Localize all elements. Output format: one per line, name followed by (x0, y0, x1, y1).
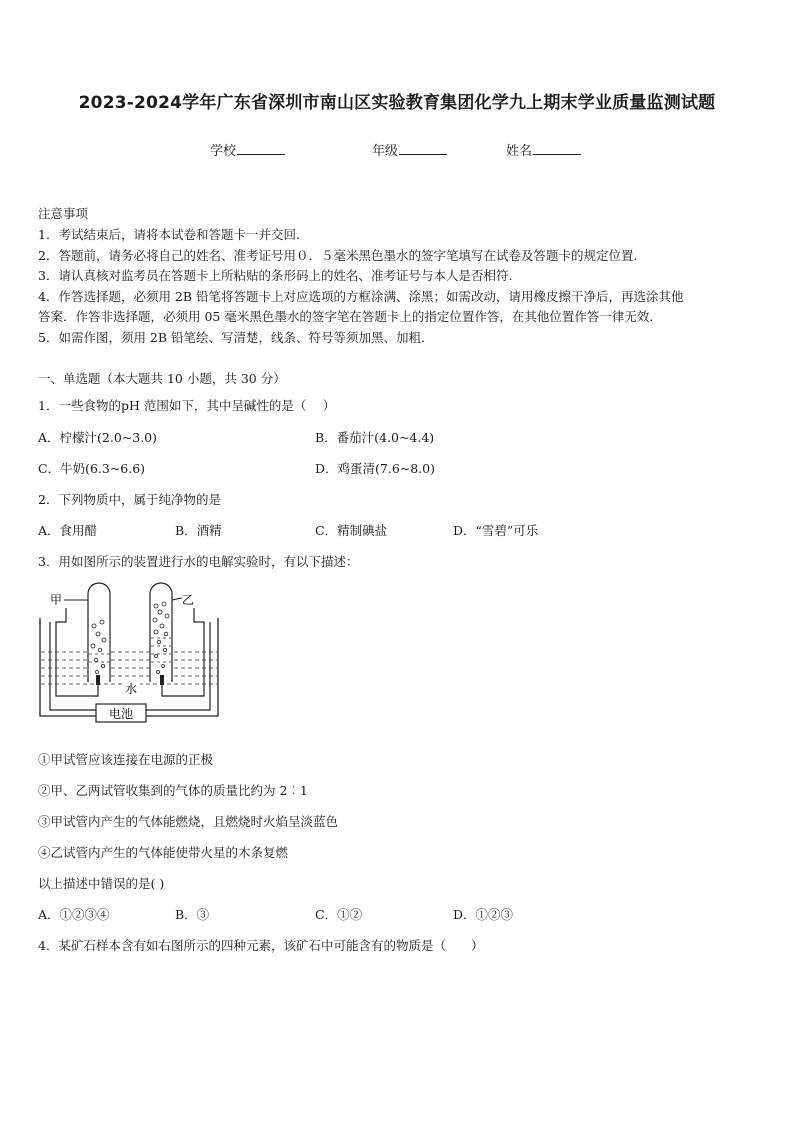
q3-option-a: A．①②③④ (38, 907, 110, 922)
water-tank (40, 618, 218, 716)
notice-item-4-cont: 答案．作答非选择题，必须用 05 毫米黑色墨水的签字笔在答题卡上的指定位置作答，在其他位置作答一律无效． (38, 309, 662, 324)
name-blank (533, 142, 581, 155)
q3-stem: 3．用如图所示的装置进行水的电解实验时，有以下描述： (38, 554, 359, 569)
notice-item-5: 5．如需作图，须用 2B 铅笔绘、写清楚，线条、符号等须加黑、加粗． (38, 330, 434, 345)
q2-option-b: B．酒精 (175, 523, 222, 538)
q4-stem: 4．某矿石样本含有如右图所示的四种元素，该矿石中可能含有的物质是（ ） (38, 938, 484, 953)
water-label: 水 (124, 682, 138, 696)
battery-label: 电池 (108, 707, 134, 721)
q3-statement-3: ③甲试管内产生的气体能燃烧，且燃烧时火焰呈淡蓝色 (38, 814, 339, 829)
grade-blank (399, 142, 447, 155)
q2-stem: 2．下列物质中，属于纯净物的是 (38, 492, 221, 507)
grade-label: 年级 (372, 144, 399, 159)
notice-item-2: 2．答题前，请务必将自己的姓名、准考证号用０．５毫米黑色墨水的签字笔填写在试卷及答题卡的规定位置. (38, 248, 638, 263)
name-field (506, 140, 581, 159)
q3-statement-2: ②甲、乙两试管收集到的气体的质量比约为 2︰1 (38, 783, 308, 798)
q3-option-b: B．③ (175, 907, 210, 922)
grade-field (372, 140, 447, 159)
left-tube-label: 甲 (50, 593, 63, 607)
q3-option-c: C．①② (315, 907, 363, 922)
q3-statement-4: ④乙试管内产生的气体能使带火星的木条复燃 (38, 845, 289, 860)
q2-option-d: D．“雪碧”可乐 (453, 523, 539, 538)
q2-option-a: A．食用醋 (38, 523, 98, 538)
exam-title: 2023-2024学年广东省深圳市南山区实验教育集团化学九上期末学业质量监测试题 (78, 93, 716, 113)
q3-statement-1: ①甲试管应该连接在电源的正极 (38, 752, 214, 767)
q2-option-c: C．精制碘盐 (315, 523, 388, 538)
right-electrode (160, 675, 164, 685)
right-label-pointer (172, 598, 182, 600)
right-test-tube (150, 583, 172, 682)
q1-option-c: C．牛奶(6.3~6.6) (38, 461, 146, 476)
water-lines (41, 652, 217, 684)
left-electrode (96, 675, 100, 685)
q3-prompt: 以上描述中错误的是( ) (38, 876, 165, 891)
q1-stem: 1．一些食物的pH 范围如下，其中呈碱性的是（ ） (38, 398, 336, 413)
notice-item-1: 1．考试结束后，请将本试卷和答题卡一并交回. (38, 227, 300, 242)
q1-option-d: D．鸡蛋清(7.6~8.0) (315, 461, 436, 476)
school-blank (237, 142, 285, 155)
notice-item-4: 4．作答选择题，必须用 2B 铅笔将答题卡上对应选项的方框涂满、涂黑；如需改动，请用橡皮擦干净后，再选涂其他 (38, 289, 684, 304)
school-label: 学校 (210, 144, 237, 159)
q3-option-d: D．①②③ (453, 907, 514, 922)
name-label: 姓名 (506, 144, 533, 159)
section-heading: 一、单选题（本大题共 10 小题，共 30 分） (38, 371, 286, 386)
notice-item-3: 3．请认真核对监考员在答题卡上所粘贴的条形码上的姓名、准考证号与本人是否相符. (38, 268, 513, 283)
right-tube-label: 乙 (182, 593, 195, 607)
electrolysis-diagram (36, 582, 226, 728)
school-field (210, 140, 285, 159)
q1-option-b: B．番茄汁(4.0~4.4) (315, 430, 435, 445)
q1-option-a: A．柠檬汁(2.0~3.0) (38, 430, 158, 445)
notice-heading: 注意事项 (38, 206, 89, 221)
